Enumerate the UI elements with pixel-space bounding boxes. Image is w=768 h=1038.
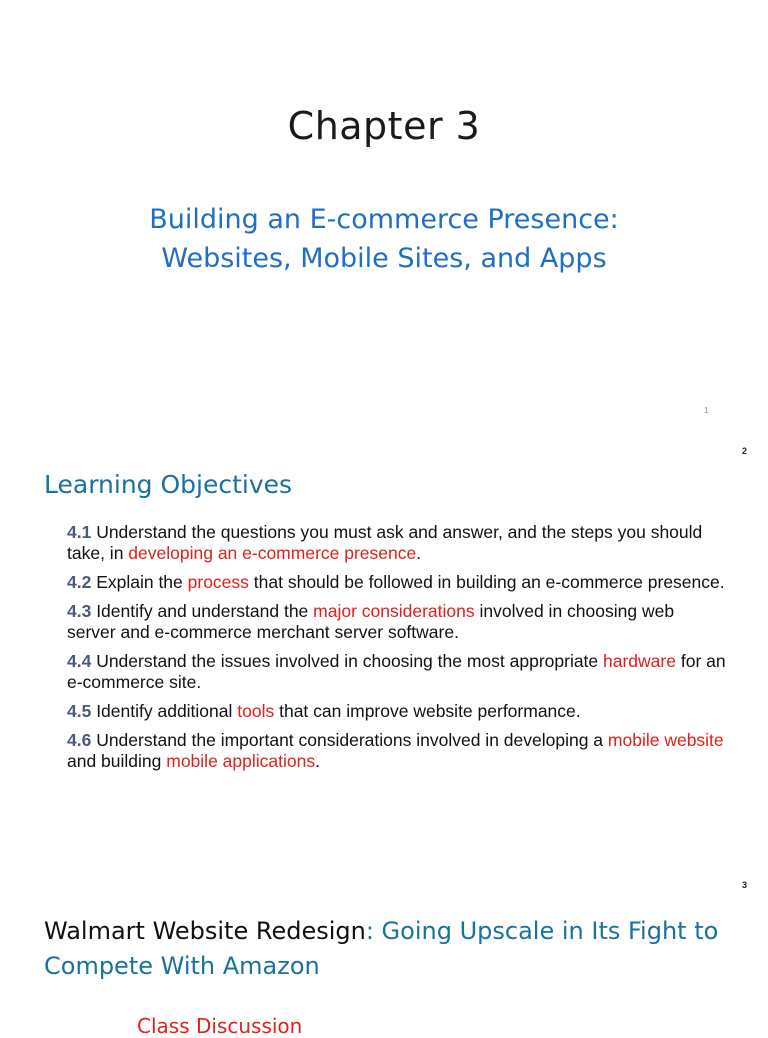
objective-text: Understand the issues involved in choosing the most appropriate [91, 651, 604, 671]
objective-4-5 [67, 701, 727, 722]
slide-3 [0, 864, 768, 1038]
objective-4-3 [67, 601, 727, 643]
objective-text: Understand the questions you must ask and answer, and the steps you should take, in [67, 522, 703, 563]
objective-text-end: . [416, 543, 422, 563]
objective-text-end: that should be followed in building an e-commerce presence. [248, 572, 725, 592]
slide-2 [0, 432, 768, 864]
objective-highlight: tools [237, 701, 275, 721]
objective-text-end: . [315, 751, 320, 771]
case-study-title [44, 914, 734, 984]
objective-number: 4.2 [67, 572, 92, 592]
subtitle-line-2: Websites, Mobile Sites, and Apps [161, 243, 607, 274]
chapter-subtitle [0, 200, 768, 278]
objective-text: Explain the [91, 572, 188, 592]
page-number-2: 2 [742, 446, 748, 456]
objective-highlight: developing an e-commerce presence [128, 543, 417, 563]
objective-4-2 [67, 572, 727, 593]
page-number-3: 3 [742, 880, 748, 890]
objective-highlight-2: mobile applications [166, 751, 316, 771]
objective-number: 4.5 [67, 701, 92, 721]
objective-4-6 [67, 730, 727, 772]
case-title-main: Walmart Website Redesign [44, 917, 366, 945]
chapter-title: Chapter 3 [287, 104, 481, 148]
objective-text: Understand the important considerations involved in developing a [91, 730, 608, 750]
subtitle-line-1: Building an E-commerce Presence: [149, 204, 619, 235]
objective-text-end: involved in choosing web server and e-commerce merchant server software. [67, 601, 675, 642]
objective-number: 4.4 [67, 651, 92, 671]
objective-highlight: hardware [603, 651, 676, 671]
learning-objectives-heading: Learning Objectives [44, 470, 293, 499]
objective-text-middle: and building [67, 751, 167, 771]
objective-number: 4.1 [67, 522, 92, 542]
objective-number: 4.6 [67, 730, 92, 750]
objective-4-4 [67, 651, 727, 693]
objective-4-1 [67, 522, 727, 564]
slide-1 [0, 0, 768, 432]
objective-text: Identify additional [91, 701, 238, 721]
objective-highlight: process [187, 572, 249, 592]
case-title-sub: : Going Upscale in Its Fight to Compete With Amazon [44, 917, 719, 980]
page-number-1: 1 [704, 406, 709, 415]
objective-highlight: major considerations [313, 601, 475, 621]
objectives-list [67, 522, 727, 780]
objective-text-end: for an e-commerce site. [67, 651, 726, 692]
objective-number: 4.3 [67, 601, 92, 621]
objective-highlight: mobile website [607, 730, 724, 750]
class-discussion-label: Class Discussion [137, 1014, 303, 1038]
objective-text-end: that can improve website performance. [274, 701, 581, 721]
objective-text: Identify and understand the [91, 601, 314, 621]
